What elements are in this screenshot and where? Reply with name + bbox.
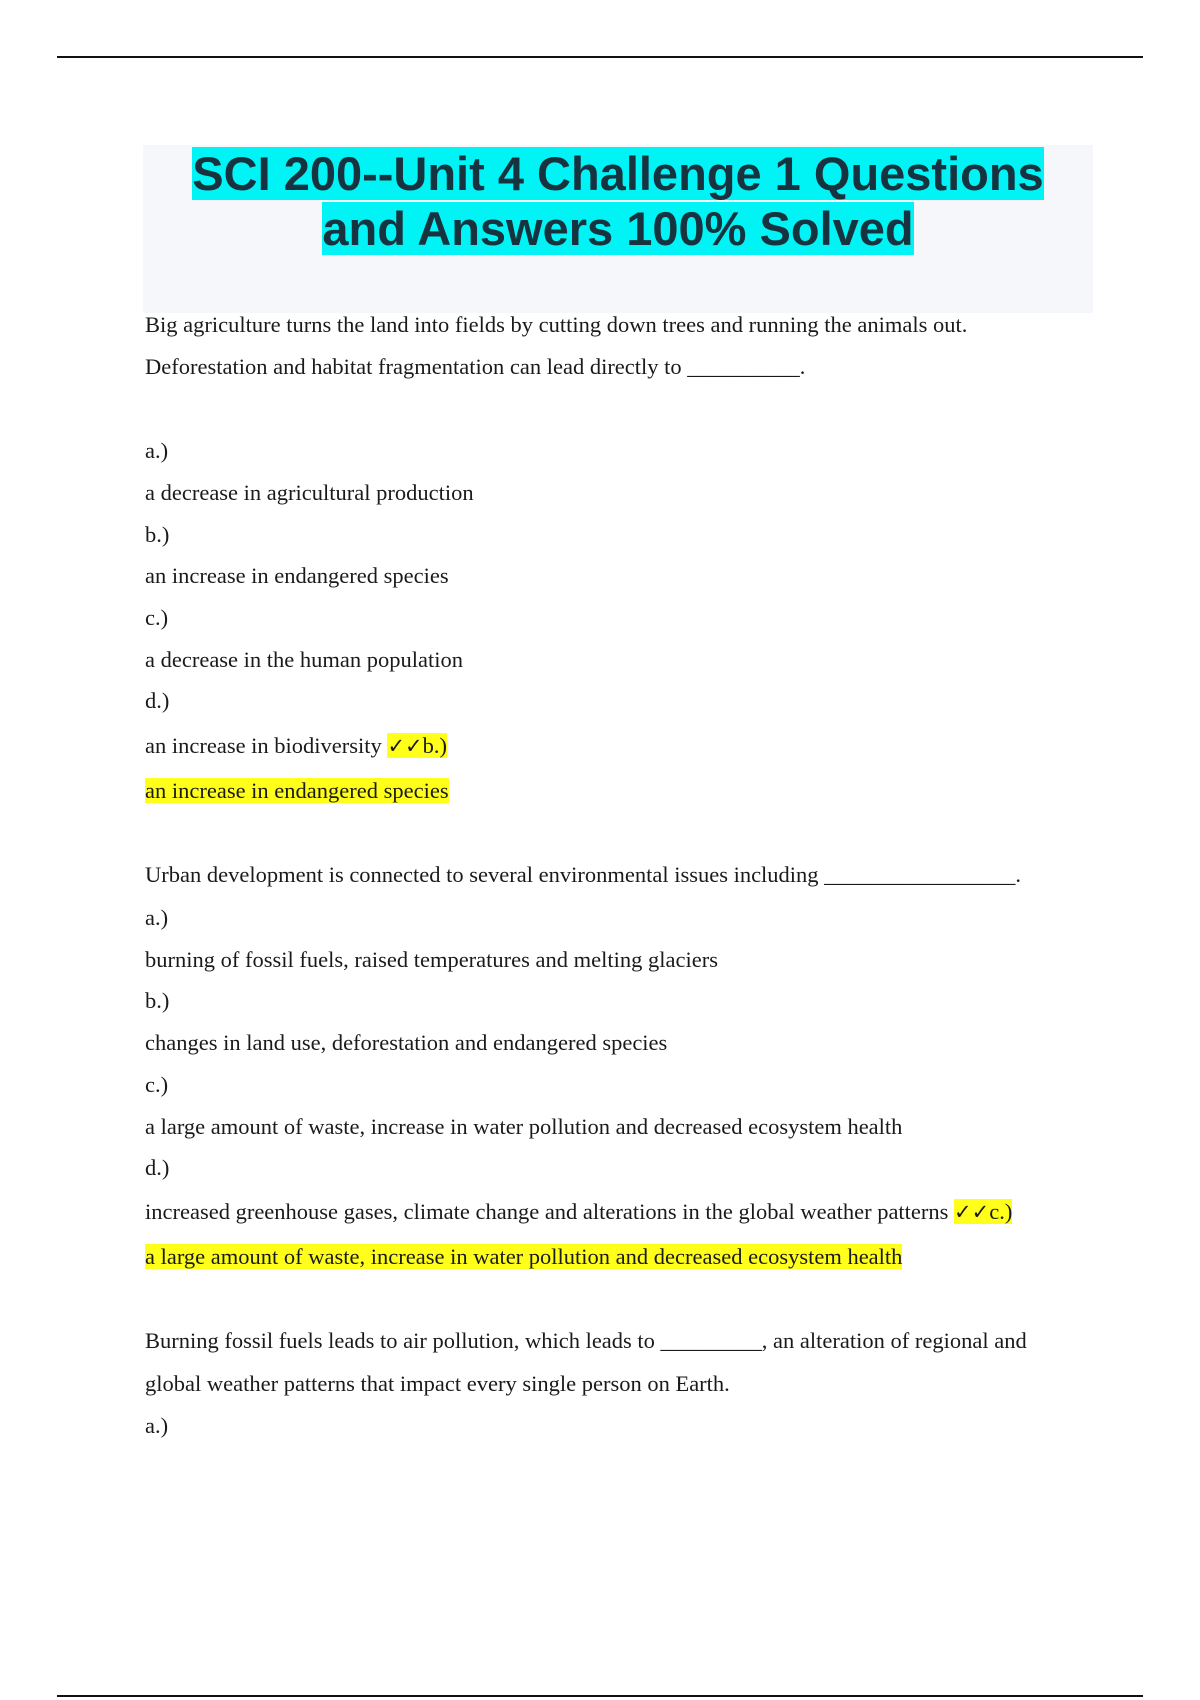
question-1-option-b-letter: b.) <box>145 522 170 547</box>
question-1-stem-line-1: Big agriculture turns the land into fields by cutting down trees and running the animals out. <box>145 312 968 337</box>
top-rule <box>57 56 1143 58</box>
bottom-rule <box>57 1695 1143 1697</box>
question-2-option-b-text: changes in land use, deforestation and endangered species <box>145 1030 668 1055</box>
question-1-answer-letter: b.) <box>422 733 448 758</box>
document-title <box>143 146 1093 256</box>
question-2-answer-letter: c.) <box>989 1199 1013 1224</box>
question-2-option-d-letter: d.) <box>145 1155 170 1180</box>
question-1-option-d-row <box>145 731 447 761</box>
question-1-option-a-text: a decrease in agricultural production <box>145 480 474 505</box>
question-2-option-c-text: a large amount of waste, increase in water pollution and decreased ecosystem health <box>145 1114 903 1139</box>
question-1-option-d-letter: d.) <box>145 688 170 713</box>
double-check-icon: ✓✓ <box>387 734 423 758</box>
question-1-stem-line-2: Deforestation and habitat fragmentation can lead directly to __________. <box>145 354 806 379</box>
question-2-option-c-letter: c.) <box>145 1072 169 1097</box>
question-1-option-d-text: an increase in biodiversity <box>145 733 382 758</box>
question-2-option-b-letter: b.) <box>145 988 170 1013</box>
question-1-option-c-letter: c.) <box>145 605 169 630</box>
question-2-option-a-letter: a.) <box>145 905 169 930</box>
question-2-option-d-row <box>145 1197 1012 1227</box>
question-2-answer-row <box>145 1242 902 1272</box>
question-3-stem-line-2: global weather patterns that impact every single person on Earth. <box>145 1371 730 1396</box>
question-1-answer-text: an increase in endangered species <box>145 778 449 803</box>
double-check-icon: ✓✓ <box>954 1200 990 1224</box>
question-1-option-b-text: an increase in endangered species <box>145 563 449 588</box>
title-line-2: and Answers 100% Solved <box>322 202 914 255</box>
title-line-1: SCI 200--Unit 4 Challenge 1 Questions <box>192 147 1044 200</box>
question-1-answer-marker <box>387 733 447 758</box>
question-2-answer-marker <box>954 1199 1012 1224</box>
question-2-answer-text: a large amount of waste, increase in water pollution and decreased ecosystem health <box>145 1244 903 1269</box>
question-3-stem-line-1: Burning fossil fuels leads to air pollution, which leads to _________, an alteration of regional and <box>145 1328 1027 1353</box>
question-1-answer-row <box>145 776 449 806</box>
question-2-option-a-text: burning of fossil fuels, raised temperatures and melting glaciers <box>145 947 718 972</box>
question-3-option-a-letter: a.) <box>145 1413 169 1438</box>
question-2-stem-line-1: Urban development is connected to several environmental issues including _________________. <box>145 862 1022 887</box>
question-1-option-c-text: a decrease in the human population <box>145 647 464 672</box>
question-1-option-a-letter: a.) <box>145 438 169 463</box>
question-2-option-d-text: increased greenhouse gases, climate change and alterations in the global weather patterns <box>145 1199 949 1224</box>
